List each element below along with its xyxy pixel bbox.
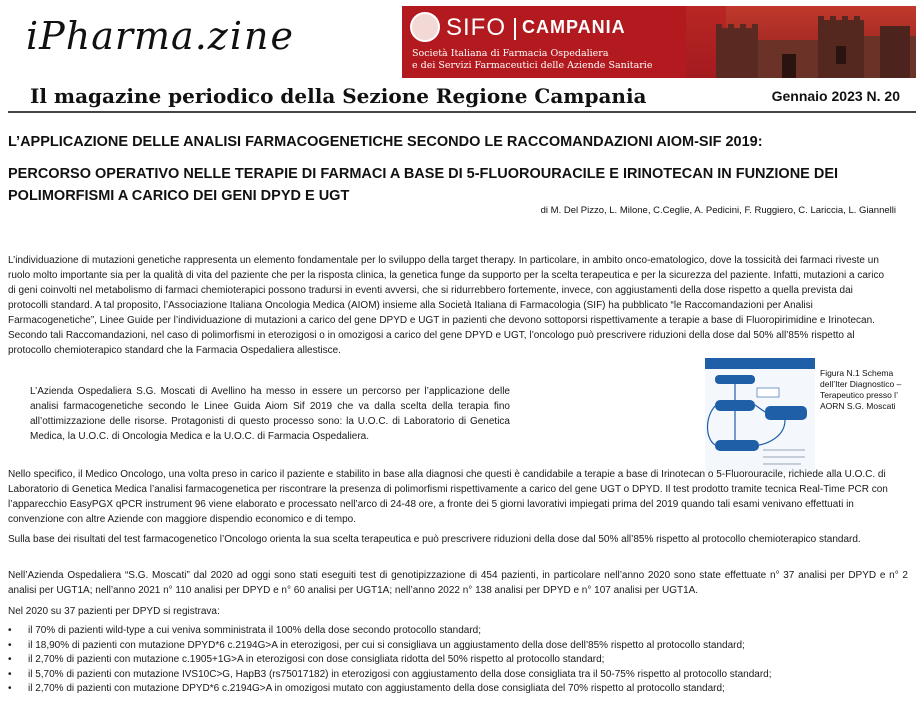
paragraph-intro: L’individuazione di mutazioni genetiche rappresenta un elemento fondamentale per lo sviluppo della target therapy. In particolare, in ambito onco-ematologico, dove la tossicità dei farmaci riveste un ruolo molto importante sia per la qualità di vita del paziente che per la risposta clinica, la genetica funge da supporto per la scelta terapeutica e per la sicurezza del paziente. Infatti, mutazioni a carico di geni coinvolti nel metabolismo di farmaci chemioterapici possono tradursi in eventi avversi, che si ridurrebbero fortemente, invece, con aggiustamenti della dose rispetto a quella prevista dai protocolli standard. A tal proposito, l’Associazione Italiana Oncologia Medica (AIOM) insieme alla Società Italiana di Farmacologia (SIF) ha pubblicato “le Raccomandazioni per Analisi Farmacogenetiche”, Linee Guide per l’individuazione di mutazioni a carico del gene DPYD e UGT in pazienti che devono sottoporsi rispettivamente a terapie a base di Fluoropirimidine e Irinotecan. Secondo tali Raccomandazioni, nel caso di polimorfismi in eterozigosi o in omozigosi a carico del gene DPYD e UGT, l’oncologo può prescrivere riduzioni della dose dal 50% all’85% rispetto al protocollo chemioterapico standard che la Farmacia Ospedaliera allestisce. [8, 255, 885, 356]
header-rule [8, 111, 916, 113]
paragraph-process: Nello specifico, il Medico Oncologo, una volta preso in carico il paziente e stabilito in base alla diagnosi che questi è candidabile a terapie a base di Irinotecan o 5-Fluorouracile, richiede alla U.O.C. di Laboratorio di Genetica Medica l’analisi farmacogenetica per riscontrare la presenza di polimorfismi rispettivamente a carico del gene UGT o DPYD. Il test prodotto tramite tecnica Real-Time PCR con l’apparecchio EasyPGX qPCR instrument 96 viene elaborato e processato nell’arco di 24-48 ore, a fronte dei 5 giorni lavorativi impiegati prima del 2019 quando tali esami venivano effettuati in convenzione con altre Aziende con maggiore dispendio economico e di tempo. [8, 469, 888, 525]
bullet-glyph: • [8, 625, 12, 636]
paragraph-2020-intro: Nel 2020 su 37 pazienti per DPYD si registrava: [8, 606, 220, 617]
article-title: L’APPLICAZIONE DELLE ANALISI FARMACOGENETICHE SECONDO LE RACCOMANDAZIONI AIOM-SIF 2019: [8, 134, 763, 150]
banner-subtitle-1: Società Italiana di Farmacia Ospedaliera [412, 48, 609, 59]
masthead-lead: iPharma. [26, 14, 208, 58]
banner-divider [514, 18, 516, 40]
flowchart-figure [705, 358, 815, 473]
magazine-tagline: Il magazine periodico della Sezione Regione Campania [30, 84, 647, 108]
masthead [26, 14, 295, 58]
results-list [8, 624, 908, 697]
list-item-text: il 2,70% di pazienti con mutazione c.1905+1G>A in eterozigosi con dose consigliata ridotta del 50% rispetto al protocollo standard; [28, 654, 605, 665]
list-item [8, 639, 908, 654]
bullet-glyph: • [8, 668, 12, 680]
issue-label: Gennaio 2023 N. 20 [771, 88, 900, 104]
article-authors: di M. Del Pizzo, L. Milone, C.Ceglie, A. Pedicini, F. Ruggiero, C. Lariccia, L. Giannelli [540, 205, 896, 216]
list-item [8, 653, 908, 668]
bullet-glyph: • [8, 683, 12, 694]
bullet-glyph: • [8, 639, 12, 651]
banner-name: SIFO [446, 14, 507, 41]
list-item [8, 624, 908, 639]
paragraph-therapy-choice: Sulla base dei risultati del test farmacogenetico l’Oncologo orienta la sua scelta terapeutica e può prescrivere riduzioni della dose dal 50% all’85% rispetto al protocollo chemioterapico standard. [8, 534, 861, 545]
sifo-banner [402, 6, 916, 78]
castle-photo-icon [686, 6, 916, 78]
article-subtitle: PERCORSO OPERATIVO NELLE TERAPIE DI FARMACI A BASE DI 5-FLUOROURACILE E IRINOTECAN IN FUNZIONE DEI POLIMORFISMI A CARICO DEI GENI DPYD E UGT [8, 166, 839, 204]
masthead-tail: zine [207, 14, 295, 58]
list-item [8, 682, 908, 697]
list-item-text: il 18,90% di pazienti con mutazione DPYD*6 c.2194G>A in eterozigosi, per cui si consigliava un aggiustamento della dose dell’85% rispetto al protocollo standard; [28, 639, 745, 651]
list-item-text: il 5,70% di pazienti con mutazione IVS10C>G, HapB3 (rs75017182) in eterozigosi con aggiustamento della dose consigliata tra il 50-75% rispetto al protocollo standard; [28, 668, 772, 680]
banner-region: CAMPANIA [522, 17, 626, 37]
paragraph-moscati: L’Azienda Ospedaliera S.G. Moscati di Avellino ha messo in essere un percorso per l’applicazione delle analisi farmacogenetiche secondo le Linee Guida Aiom Sif 2019 che va dalla scelta della terapia fino all’ottimizzazione delle risorse. Protagonisti di questo processo sono: la U.O.C. di Laboratorio di Genetica Medica, la U.O.C. di Oncologia Medica e la U.O.C. di Farmacia Ospedaliera. [30, 386, 510, 442]
list-item-text: il 2,70% di pazienti con mutazione DPYD*6 c.2194G>A in omozigosi mutato con aggiustamento della dose consigliata del 70% rispetto al protocollo standard; [28, 683, 725, 694]
list-item [8, 668, 908, 683]
paragraph-statistics: Nell’Azienda Ospedaliera “S.G. Moscati” dal 2020 ad oggi sono stati eseguiti test di genotipizzazione di 454 pazienti, in particolare nell’anno 2020 sono state effettuate n° 37 analisi per DPYD e n° 2 analisi per UGT1A; nell’anno 2021 n° 110 analisi per DPYD e n° 60 analisi per UGT1A; nell’anno 2022 n° 138 analisi per DPYD e n° 107 analisi per UGT1A. [8, 570, 908, 596]
bullet-glyph: • [8, 654, 12, 665]
figure-caption: Figura N.1 Schema dell’Iter Diagnostico – Terapeutico presso l’ AORN S.G. Moscati [820, 368, 902, 411]
banner-subtitle-2: e dei Servizi Farmaceutici delle Aziende Sanitarie [412, 60, 653, 71]
list-item-text: il 70% di pazienti wild-type a cui veniva somministrata il 100% della dose secondo protocollo standard; [28, 625, 482, 636]
sifo-logo-icon [410, 12, 440, 42]
